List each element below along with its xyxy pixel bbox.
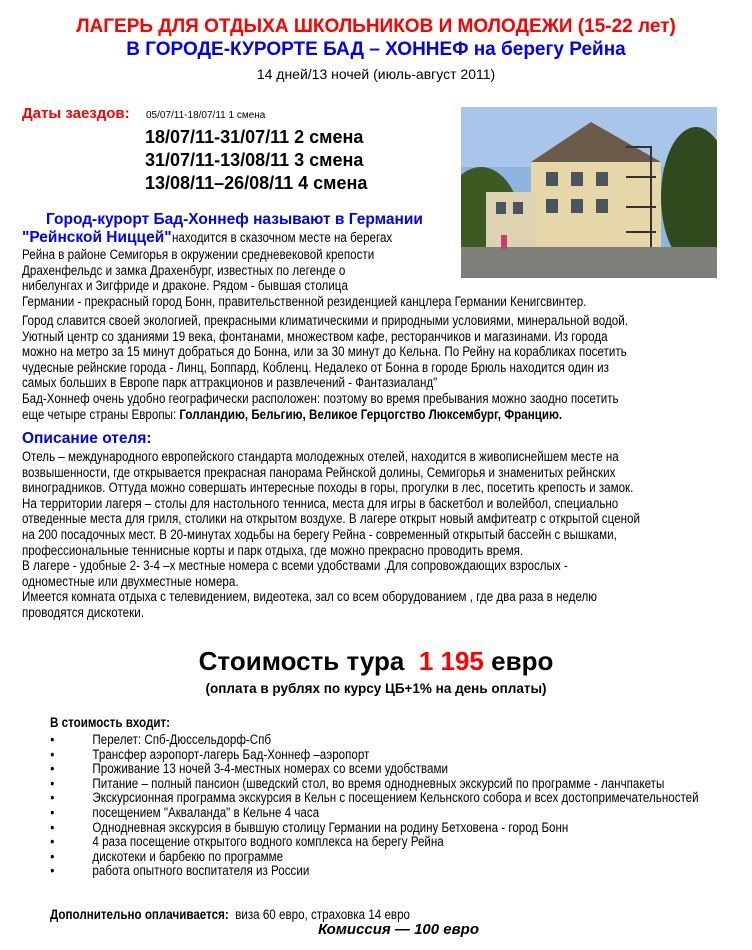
- hotel-heading: Описание отеля:: [22, 430, 152, 447]
- price-currency: евро: [491, 646, 554, 676]
- list-item: • Экскурсионная программа экскурсия в Кельн с посещением Кельнского собора и всех достопримечательностей: [52, 791, 699, 806]
- list-item: • дискотеки и барбекю по программе: [52, 850, 699, 865]
- text-line: одноместные или двухместные номера.: [22, 573, 239, 589]
- includes-heading-text: В стоимость входит:: [50, 715, 171, 730]
- text-line: самых больших в Европе парк аттракционов и развлечений - Фантазиаланд": [22, 375, 438, 391]
- hotel-description: [22, 449, 741, 621]
- city-heading: Город-курорт Бад-Хоннеф называют в Германии: [46, 211, 423, 228]
- list-item: • Проживание 13 ночей 3-4-местных номерах со всеми удобствами: [52, 762, 699, 777]
- dates-label: [22, 105, 130, 123]
- list-item: • Перелет: Спб-Дюссельдорф-Спб: [52, 733, 699, 748]
- price-label: Стоимость тура: [198, 646, 405, 676]
- text-line: на 200 посадочных мест. В 20-минутах ходьбы на берегу Рейна - современный открытый бассейн с вышками,: [22, 526, 617, 542]
- text-line: профессиональные теннисные корты и парк отдыха, где можно прекрасно проводить время.: [22, 542, 524, 558]
- countries: Голландию, Бельгию, Великое Герцогство Люксембург, Францию.: [179, 407, 563, 422]
- text-line: отведенные места для гриля, столики на открытом воздухе. В лагере открыт новый амфитеатр с открытой сценой: [22, 511, 640, 527]
- city-text: [22, 247, 587, 309]
- countries-prefix: еще четыре страны Европы:: [22, 407, 180, 422]
- hotel-photo: [461, 107, 717, 278]
- text-line: проводятся дискотеки.: [22, 604, 144, 620]
- text-line: На территории лагеря – столы для настольного тенниса, места для игры в баскетбол и волейбол, специально: [22, 495, 619, 511]
- text-line: Город славится своей экологией, прекрасными климатическими и природными условиями, минеральной водой.: [22, 313, 628, 328]
- list-item: • Трансфер аэропорт-лагерь Бад-Хоннеф –аэропорт: [52, 748, 699, 763]
- extra-label: Дополнительно оплачивается:: [50, 907, 229, 922]
- countries-line: [22, 407, 650, 423]
- list-item: • работа опытного воспитателя из России: [52, 864, 699, 879]
- text-line: Драхенфельдс и замка Драхенбург, известных по легенде о: [22, 262, 346, 278]
- text-line: виноградников. Оттуда можно совершать интересные походы в горы, прогулки в лес, посетить крепость и замок.: [22, 480, 634, 496]
- text-line: нибелунгах и Зигфриде и драконе. Рядом - бывшая столица: [22, 278, 348, 294]
- dates-label-text: Даты заездов:: [22, 105, 130, 122]
- list-item: • 4 раза посещение открытого водного комплекса на берегу Рейна: [52, 835, 699, 850]
- text-line: Рейна в районе Семигорья в окружении средневековой крепости: [22, 247, 375, 262]
- city-intro: [22, 211, 587, 309]
- date-sessions: [145, 126, 367, 195]
- date-session: 13/08/11–26/08/11 4 смена: [145, 173, 368, 193]
- title-line-1: ЛАГЕРЬ ДЛЯ ОТДЫХА ШКОЛЬНИКОВ И МОЛОДЕЖИ (15-22 лет): [76, 16, 676, 37]
- city-intro-text: находится в сказочном месте на берегах: [171, 230, 392, 245]
- list-item: • Питание – полный пансион (шведский стол, во время однодневных экскурсий по программе - ланчпакеты: [52, 777, 699, 792]
- price-line: [0, 646, 752, 677]
- date-session: 18/07/11-31/07/11 2 смена: [145, 127, 364, 147]
- date-session: 31/07/11-13/08/11 3 смена: [145, 150, 364, 170]
- title-line-2: В ГОРОДЕ-КУРОРТЕ БАД – ХОННЕФ на берегу Рейна: [126, 39, 626, 60]
- text-line: можно на метро за 15 минут добраться до Бонна, или за 30 минут до Кельна. По Рейну на корабликах посетить: [22, 344, 627, 360]
- commission: Комиссия — 100 евро: [318, 921, 480, 938]
- text-line: возвышенности, где открывается прекрасная панорама Рейнской долины, Семигорья и знаменитых рейнских: [22, 464, 616, 480]
- text-line: Уютный центр со зданиями 19 века, фонтанами, множеством кафе, ресторанчиков и магазинами. Из города: [22, 328, 608, 344]
- text-line: Бад-Хоннеф очень удобно географически расположен: поэтому во время пребывания можно заодно посетить: [22, 390, 619, 406]
- price-amount: 1 195: [418, 646, 484, 676]
- city-nickname: "Рейнской Ниццей": [22, 229, 172, 246]
- list-item: • Однодневная экскурсия в бывшую столицу Германии на родину Бетховена - город Бонн: [52, 821, 699, 836]
- date-session-1: 05/07/11-18/07/11 1 смена: [146, 110, 266, 121]
- includes-list: [52, 733, 752, 879]
- city-paragraph-2: [22, 313, 727, 407]
- text-line: Отель – международного европейского стандарта молодежных отелей, находится в живописнейшем месте на: [22, 449, 619, 464]
- includes-heading: [50, 715, 190, 731]
- list-item: • посещением "Акваланда" в Кельне 4 часа: [52, 806, 699, 821]
- duration: 14 дней/13 ночей (июль-август 2011): [256, 66, 496, 82]
- text-line: чудесные рейнские города - Линц, Боппард, Кобленц. Недалеко от Бонна в городе Брюль находится один из: [22, 359, 609, 375]
- text-line: Имеется комната отдыха с телевидением, видеотека, зал со всем оборудованием , где два раза в неделю: [22, 589, 598, 605]
- price-note: (оплата в рублях по курсу ЦБ+1% на день оплаты): [205, 681, 547, 696]
- extra-value: виза 60 евро, страховка 14 евро: [235, 907, 411, 922]
- text-line: Германии - прекрасный город Бонн, правительственной резиденцией канцлера Германии Кенигсвинтер.: [22, 293, 587, 309]
- text-line: В лагере - удобные 2- 3-4 –х местные номера с всеми удобствами .Для сопровождающих взрослых -: [22, 558, 568, 574]
